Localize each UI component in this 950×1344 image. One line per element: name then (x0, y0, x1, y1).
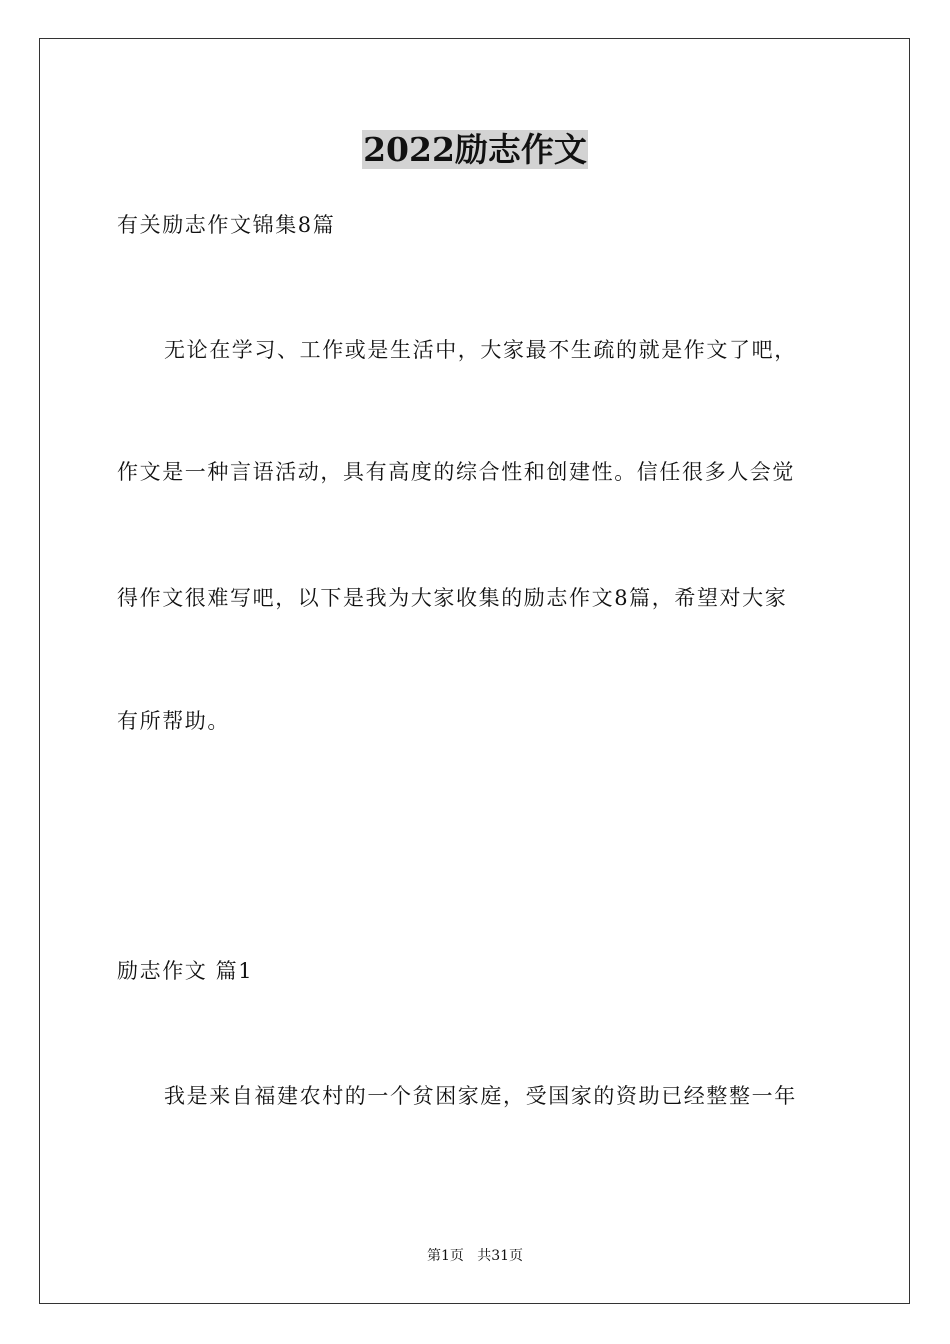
intro-paragraph-line-1: 无论在学习、工作或是生活中，大家最不生疏的就是作文了吧， (164, 338, 797, 362)
document-title (0, 128, 950, 172)
intro-paragraph-line-4: 有所帮助。 (117, 709, 230, 733)
intro-paragraph-line-2: 作文是一种言语活动，具有高度的综合性和创建性。信任很多人会觉 (117, 460, 795, 484)
section-heading: 励志作文 篇1 (117, 959, 254, 983)
page-footer: 第1页 共31页 (426, 1248, 524, 1264)
document-title-text: 2022励志作文 (363, 130, 587, 169)
intro-paragraph-line-3: 得作文很难写吧，以下是我为大家收集的励志作文8篇，希望对大家 (117, 586, 788, 610)
document-subtitle: 有关励志作文锦集8篇 (117, 213, 336, 237)
section-paragraph-line-1: 我是来自福建农村的一个贫困家庭，受国家的资助已经整整一年 (164, 1084, 797, 1108)
